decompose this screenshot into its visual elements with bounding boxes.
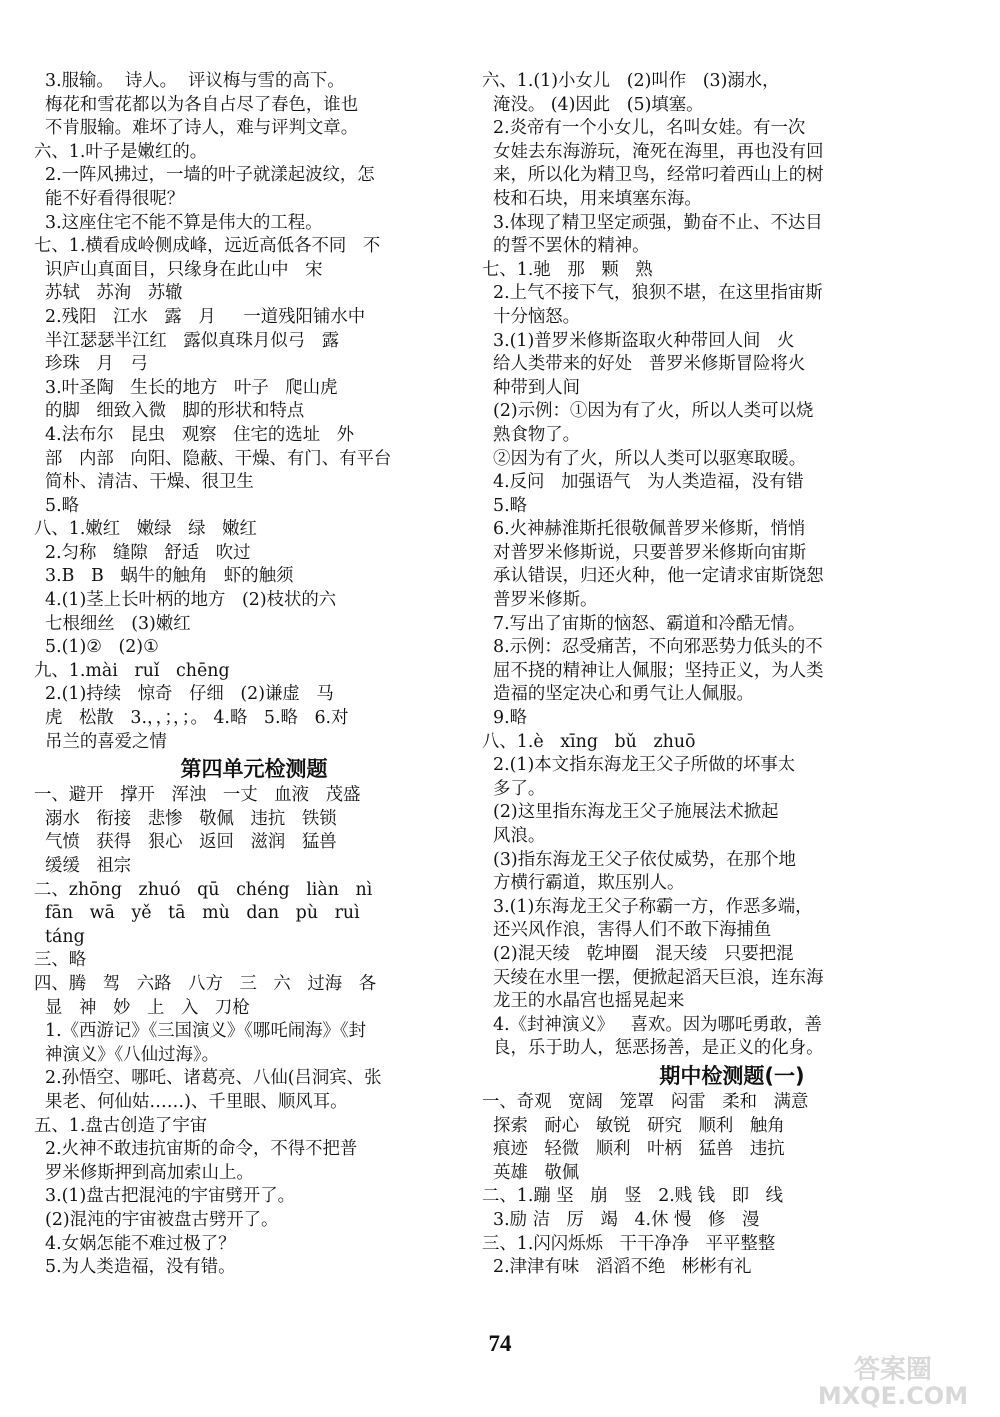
answer-line: 的誓不罢休的精神。 [482,236,650,257]
watermark-bottom-text: MXQE.COM [817,1382,969,1410]
answer-line: 英雄 敬佩 [482,1162,580,1183]
answer-line: 3.服输。 诗人。 评议梅与雪的高下。 [34,71,345,91]
left-column [34,70,474,1280]
answer-line: 女娃去东海游玩，淹死在海里，再也没有回 [482,141,824,162]
section-heading: 第四单元检测题 [180,757,328,782]
answer-line: 2.津津有味 滔滔不绝 彬彬有礼 [482,1257,752,1278]
answer-line: 识庐山真面目，只缘身在此山中 宋 [34,259,323,280]
answer-line: 2.一阵风拂过，一墙的叶子就漾起波纹，怎 [34,165,375,186]
answer-line: 果老、何仙姑……)、千里眼、顺风耳。 [34,1091,348,1112]
answer-line: 2.炎帝有一个小女儿，名叫女娃。有一次 [482,118,806,139]
answer-line: 一、奇观 宽阔 笼罩 闷雷 柔和 满意 [482,1091,809,1112]
answer-line: 5.(1)② (2)① [34,637,159,658]
answer-line: 八、1.嫩红 嫩绿 绿 嫩红 [34,519,257,540]
answer-line: 2.残阳 江水 露 月 一道残阳铺水中 [34,306,366,327]
answer-line: 探索 耐心 敏锐 研究 顺利 触角 [482,1115,785,1136]
answer-line: táng [34,926,85,947]
answer-line: 方横行霸道，欺压别人。 [482,873,685,894]
answer-line: 2.(1)本文指东海龙王父子所做的坏事太 [482,755,796,776]
answer-line: 4.法布尔 昆虫 观察 住宅的选址 外 [34,424,355,445]
answer-line: 苏轼 苏洵 苏辙 [34,283,183,304]
answer-line: 能不好看得很呢？ [34,188,185,209]
answer-line: 部 内部 向阳、隐蔽、干燥、有门、有平台 [34,448,392,469]
answer-line: 二、1.蹦 坚 崩 竖 2.贱 钱 即 线 [482,1186,784,1207]
answer-line: 6.火神赫淮斯托很敬佩普罗米修斯，悄悄 [482,519,806,540]
answer-line: 三、1.闪闪烁烁 干干净净 平平整整 [482,1233,776,1254]
answer-line: 屈不挠的精神让人佩服；坚持正义，为人类 [482,660,824,681]
answer-line: 二、zhōng zhuó qū chéng liàn nì [34,879,373,900]
answer-line: 枝和石块，用来填塞东海。 [482,188,702,209]
answer-line: 1.《西游记》《三国演义》《哪吒闹海》《封 [34,1021,366,1042]
watermark-logo [804,1352,982,1410]
answer-line: 虎 松散 3.，，；，；。 4.略 5.略 6.对 [34,708,349,729]
right-column [482,70,982,1280]
answer-line: 熟食物了。 [482,424,581,445]
answer-line: 造福的坚定决心和勇气让人佩服。 [482,684,754,705]
answer-line: 一、避开 撑开 浑浊 一丈 血液 茂盛 [34,785,361,806]
answer-line: 2.上气不接下气，狼狈不堪，在这里指宙斯 [482,283,823,304]
answer-line: ②因为有了火，所以人类可以驱寒取暖。 [482,448,807,469]
answer-line: 九、1.mài ruǐ chēng [34,660,230,681]
answer-line: 不肯服输。难坏了诗人，难与评判文章。 [34,118,359,139]
answer-line: 风浪。 [482,826,546,846]
answer-line: 3.(1)盘古把混沌的宇宙劈开了。 [34,1186,295,1207]
answer-line: 六、1.(1)小女儿 (2)叫作 (3)溺水， [482,71,780,91]
answer-line: 3.(1)东海龙王父子称霸一方，作恶多端， [482,896,813,917]
answer-line: 十分恼怒。 [482,306,581,327]
answer-line: 4.女娲怎能不难过极了？ [34,1233,236,1254]
answer-line: 良，乐于助人，惩恶扬善，是正义的化身。 [482,1038,824,1059]
answer-line: 2.火神不敢违抗宙斯的命令，不得不把普 [34,1139,358,1160]
answer-line: 七、1.驰 那 颗 熟 [482,259,653,280]
answer-line: 梅花和雪花都以为各自占尽了春色，谁也 [34,94,359,115]
answer-line: 七、1.横看成岭侧成峰，远近高低各不同 不 [34,236,381,257]
answer-line: 天绫在水里一摆，便掀起滔天巨浪，连东海 [482,967,824,988]
answer-line: 缓缓 祖宗 [34,856,132,876]
answer-line: 4.(1)茎上长叶柄的地方 (2)枝状的六 [34,590,337,611]
watermark-top-text: 答案圈 [853,1355,933,1385]
answer-line: 3.这座住宅不能不算是伟大的工程。 [34,212,323,233]
answer-line: 3.体现了精卫坚定顽强，勤奋不止、不达目 [482,212,823,233]
answer-line: 七根细丝 (3)嫩红 [34,613,191,634]
answer-line: 对普罗米修斯说，只要普罗米修斯向宙斯 [482,542,807,563]
answer-line: 3.叶圣陶 生长的地方 叶子 爬山虎 [34,377,338,398]
answer-line: 神演义》《八仙过海》。 [34,1044,219,1065]
answer-line: (2)示例：①因为有了火，所以人类可以烧 [482,401,814,422]
answer-line: 吊兰的喜爱之情 [34,731,167,752]
answer-line: 痕迹 轻微 顺利 叶柄 猛兽 违抗 [482,1139,785,1160]
answer-line: 三、略 [34,950,87,971]
answer-line: 淹没。 (4)因此 (5)填塞。 [482,94,704,115]
answer-line: 溺水 衔接 悲惨 敬佩 违抗 铁锁 [34,808,337,829]
answer-line: 2.(1)持续 惊奇 仔细 (2)谦虚 马 [34,684,334,705]
answer-line: 5.为人类造福，没有错。 [34,1257,236,1278]
section-heading: 期中检测题(一) [659,1063,805,1088]
answer-line: (2)这里指东海龙王父子施展法术掀起 [482,802,779,823]
answer-line: 2.孙悟空、哪吒、诸葛亮、八仙(吕洞宾、张 [34,1068,382,1089]
page-number: 74 [488,1331,512,1356]
answer-line: 气愤 获得 狠心 返回 滋润 猛兽 [34,832,337,853]
answer-line: 承认错误，归还火种，他一定请求宙斯饶恕 [482,566,824,587]
answer-line: 八、1.è xīng bǔ zhuō [482,731,696,752]
answer-line: 7.写出了宙斯的恼怒、霸道和冷酷无情。 [482,613,806,634]
answer-line: 3.(1)普罗米修斯盗取火种带回人间 火 [482,330,795,351]
answer-line: (3)指东海龙王父子依仗威势，在那个地 [482,849,796,870]
answer-line: fān wā yě tā mù dan pù ruì [34,903,360,924]
answer-line: 龙王的水晶宫也摇晃起来 [482,991,685,1012]
answer-line: 5.略 [34,495,80,516]
answer-line: 四、腾 驾 六路 八方 三 六 过海 各 [34,973,377,994]
answer-line: 9.略 [482,708,528,729]
answer-line: 的脚 细致入微 脚的形状和特点 [34,401,305,422]
answer-line: 普罗米修斯。 [482,590,598,611]
answer-line: 3.励 洁 厉 竭 4.休 慢 修 漫 [482,1209,760,1230]
answer-line: (2)混沌的宇宙被盘古劈开了。 [34,1209,279,1230]
answer-line: 多了。 [482,778,546,799]
answer-line: 罗米修斯押到高加索山上。 [34,1162,254,1183]
answer-line: 4.《封神演义》 喜欢。因为哪吒勇敢，善 [482,1014,822,1035]
answer-line: 2.匀称 缝隙 舒适 吹过 [34,542,251,563]
answer-line: 种带到人间 [482,377,581,398]
answer-line: 给人类带来的好处 普罗米修斯冒险将火 [482,354,806,375]
answer-line: 4.反问 加强语气 为人类造福，没有错 [482,472,804,493]
answer-line: 珍珠 月 弓 [34,354,148,375]
answer-line: 还兴风作浪，害得人们不敢下海捕鱼 [482,920,772,941]
answer-line: 显 神 妙 上 入 刀枪 [34,997,250,1018]
answer-line: 简朴、清洁、干燥、很卫生 [34,472,254,493]
answer-line: (2)混天绫 乾坤圈 混天绫 只要把混 [482,943,794,964]
answer-line: 8.示例：忍受痛苦，不向邪恶势力低头的不 [482,637,823,658]
answer-line: 来，所以化为精卫鸟，经常叼着西山上的树 [482,165,824,186]
answer-line: 半江瑟瑟半江红 露似真珠月似弓 露 [34,330,340,351]
answer-line: 5.略 [482,495,528,516]
answer-line: 六、1.叶子是嫩红的。 [34,141,208,162]
answer-line: 3.B B 蜗牛的触角 虾的触须 [34,566,294,587]
answer-line: 五、1.盘古创造了宇宙 [34,1115,208,1136]
